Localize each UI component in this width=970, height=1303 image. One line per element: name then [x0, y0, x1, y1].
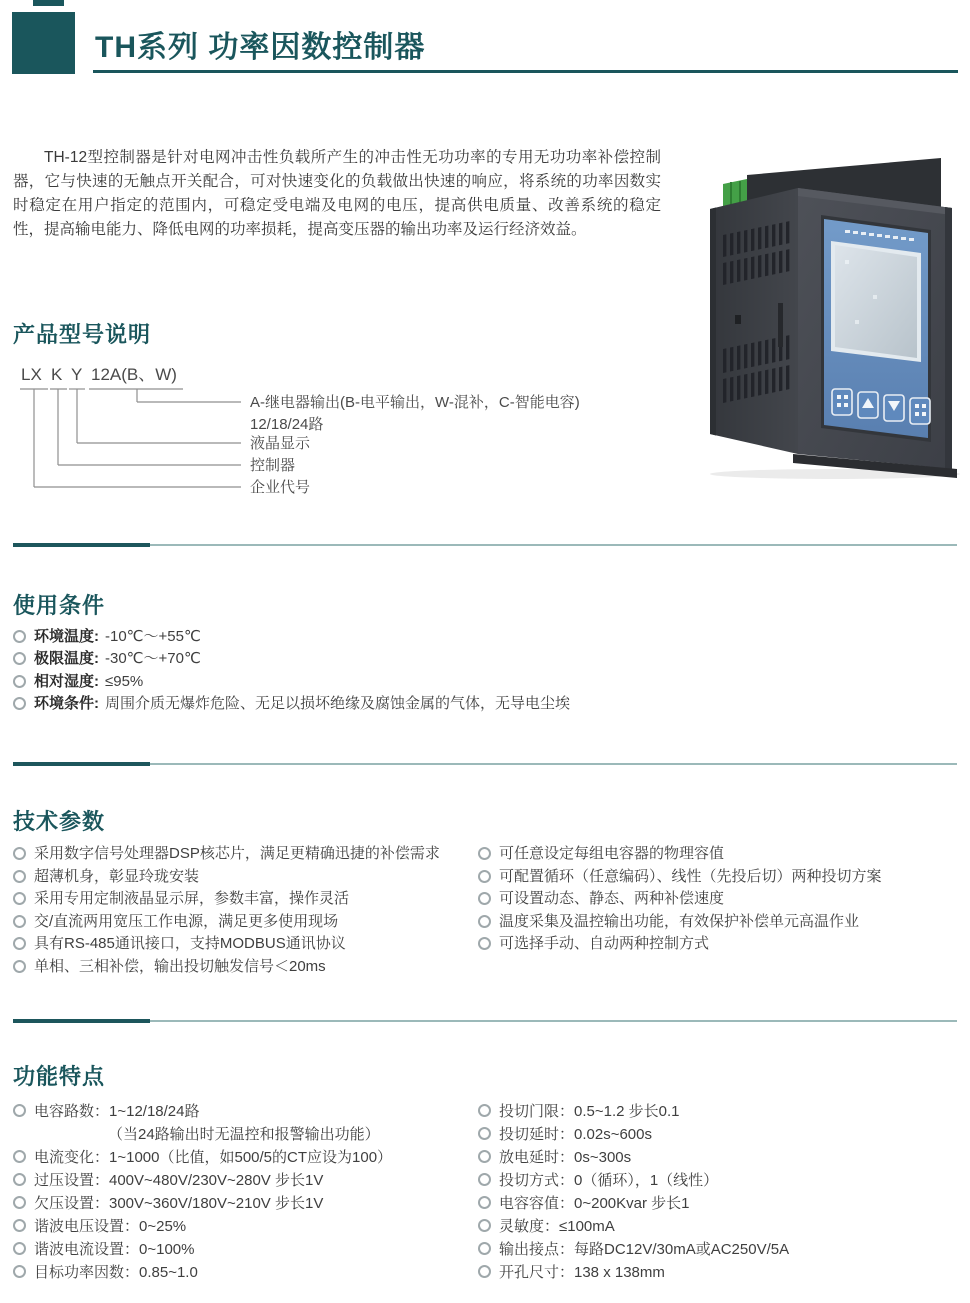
bullet-ring-icon [13, 1150, 26, 1163]
feature-text: 放电延时：0s~300s [499, 1149, 632, 1166]
tech-item [13, 843, 473, 866]
device-side-panel [710, 188, 798, 454]
model-label-company: 企业代号 [250, 479, 311, 496]
bullet-ring-icon [13, 1196, 26, 1209]
feature-text: 欠压设置：300V~360V/180V~210V 步长1V [34, 1195, 324, 1212]
bullet-ring-icon [13, 892, 26, 905]
tech-text: 可选择手动、自动两种控制方式 [499, 935, 710, 953]
tech-text: 可任意设定每组电容器的物理容值 [499, 845, 725, 862]
model-part-lx: LX [21, 365, 42, 384]
condition-label: 极限温度: [34, 650, 99, 668]
tech-text: 可设置动态、静态、两种补偿速度 [499, 890, 725, 908]
button-enter [910, 398, 930, 424]
tech-item [13, 866, 473, 889]
model-part-12a: 12A(B、W) [91, 365, 177, 384]
bullet-ring-icon [478, 1196, 491, 1209]
feature-item [478, 1261, 958, 1284]
feature-item [13, 1100, 473, 1146]
feature-item [13, 1215, 473, 1238]
section-heading-model: 产品型号说明 [13, 322, 152, 347]
model-label-lcd: 液晶显示 [250, 435, 311, 452]
bullet-ring-icon [13, 1219, 26, 1232]
feature-text: 投切门限：0.5~1.2 步长0.1 [499, 1103, 680, 1120]
tech-list-right [478, 843, 958, 956]
bullet-ring-icon [478, 1104, 491, 1117]
bullet-ring-icon [13, 1173, 26, 1186]
condition-value: -30℃～+70℃ [105, 650, 201, 668]
feature-item [13, 1192, 473, 1215]
tech-text: 采用专用定制液晶显示屏，参数丰富，操作灵活 [34, 890, 350, 908]
feature-text: 电容容值：0~200Kvar 步长1 [499, 1195, 690, 1212]
device-faceplate [821, 215, 931, 442]
header-square-decoration [12, 12, 75, 74]
tech-text: 交/直流两用宽压工作电源，满足更多使用现场 [34, 912, 339, 930]
model-part-y: Y [71, 365, 83, 384]
features-list-left [13, 1100, 473, 1284]
bullet-ring-icon [478, 1127, 491, 1140]
bullet-ring-icon [478, 915, 491, 928]
bullet-ring-icon [13, 630, 26, 643]
bullet-ring-icon [13, 697, 26, 710]
section-heading-conditions: 使用条件 [13, 593, 106, 618]
tech-text: 具有RS-485通讯接口，支持MODBUS通讯协议 [34, 935, 346, 953]
model-label-output: A-继电器输出(B-电平输出，W-混补，C-智能电容) [250, 394, 580, 411]
feature-item [478, 1100, 958, 1123]
bullet-ring-icon [13, 1242, 26, 1255]
feature-item [13, 1238, 473, 1261]
button-menu [832, 389, 852, 415]
model-label-routes: 12/18/24路 [250, 416, 324, 433]
model-part-k: K [51, 365, 63, 384]
feature-text: 投切延时：0.02s~600s [499, 1126, 652, 1143]
bullet-ring-icon [13, 847, 26, 860]
condition-label: 相对湿度: [34, 672, 99, 690]
condition-value: ≤95% [105, 672, 144, 690]
bullet-ring-icon [13, 960, 26, 973]
tech-text: 可配置循环（任意编码）、线性（先投后切）两种投切方案 [499, 867, 882, 885]
feature-note: （当24路输出时无温控和报警输出功能） [108, 1126, 380, 1143]
bullet-ring-icon [478, 1265, 491, 1278]
feature-item [13, 1169, 473, 1192]
bullet-ring-icon [478, 1173, 491, 1186]
tech-text: 温度采集及温控输出功能，有效保护补偿单元高温作业 [499, 912, 860, 930]
bullet-ring-icon [13, 915, 26, 928]
feature-text: 谐波电压设置：0~25% [34, 1218, 187, 1235]
condition-value: 周围介质无爆炸危险、无足以损坏绝缘及腐蚀金属的气体，无导电尘埃 [105, 695, 571, 713]
bullet-ring-icon [13, 652, 26, 665]
feature-item [478, 1169, 958, 1192]
bullet-ring-icon [13, 937, 26, 950]
bullet-ring-icon [478, 1219, 491, 1232]
section-heading-tech: 技术参数 [13, 809, 106, 834]
bullet-ring-icon [478, 847, 491, 860]
features-list-right [478, 1100, 958, 1284]
condition-item [13, 671, 943, 693]
feature-text: 电流变化：1~1000（比值，如500/5的CT应设为100） [34, 1149, 393, 1166]
feature-item [478, 1146, 958, 1169]
tech-item [478, 843, 958, 866]
conditions-list [13, 626, 943, 716]
tech-item [13, 956, 473, 979]
tech-item [478, 888, 958, 911]
section-divider [13, 761, 957, 766]
model-label-ctrl: 控制器 [250, 457, 296, 474]
product-photo [695, 145, 965, 480]
section-heading-features: 功能特点 [13, 1064, 106, 1089]
feature-text: 目标功率因数：0.85~1.0 [34, 1264, 198, 1281]
bullet-ring-icon [478, 1150, 491, 1163]
tech-item [478, 911, 958, 934]
page-title: TH系列 功率因数控制器 [95, 31, 426, 64]
tech-text: 单相、三相补偿，输出投切触发信号＜20ms [34, 957, 326, 975]
condition-value: -10℃～+55℃ [105, 628, 201, 645]
feature-text: 投切方式：0（循环），1（线性） [499, 1172, 719, 1189]
condition-item [13, 648, 943, 670]
feature-item [13, 1146, 473, 1169]
condition-label: 环境温度: [34, 628, 99, 645]
bullet-ring-icon [13, 675, 26, 688]
bullet-ring-icon [478, 892, 491, 905]
tech-list-left [13, 843, 473, 979]
tech-item [13, 888, 473, 911]
tech-item [478, 933, 958, 956]
feature-item [478, 1215, 958, 1238]
lcd-screen [831, 241, 921, 362]
bullet-ring-icon [478, 937, 491, 950]
feature-item [478, 1192, 958, 1215]
title-underline [93, 70, 958, 73]
header-notch-decoration [33, 0, 64, 6]
feature-item [478, 1123, 958, 1146]
feature-text: 过压设置：400V~480V/230V~280V 步长1V [34, 1172, 324, 1189]
feature-item [13, 1261, 473, 1284]
feature-text: 谐波电流设置：0~100% [34, 1241, 195, 1258]
condition-label: 环境条件: [34, 695, 99, 713]
section-divider [13, 1018, 957, 1023]
condition-item [13, 693, 943, 715]
bullet-ring-icon [478, 870, 491, 883]
tech-text: 超薄机身，彰显玲珑安装 [34, 867, 200, 885]
feature-item [478, 1238, 958, 1261]
feature-text: 开孔尺寸：138 x 138mm [499, 1264, 665, 1281]
bullet-ring-icon [13, 1265, 26, 1278]
tech-item [13, 933, 473, 956]
tech-item [13, 911, 473, 934]
bullet-ring-icon [478, 1242, 491, 1255]
tech-text: 采用数字信号处理器DSP核芯片，满足更精确迅捷的补偿需求 [34, 845, 440, 862]
feature-text: 电容路数：1~12/18/24路 [34, 1103, 200, 1120]
intro-paragraph: TH-12型控制器是针对电网冲击性负载所产生的冲击性无功功率的专用无功功率补偿控制器，它与快速的无触点开关配合，可对快速变化的负载做出快速的响应，将系统的功率因数实时稳定在用户指定的范围内，可稳定受电端及电网的电压，提高供电质量、改善系统的稳定性，提高输电能力、降低电网的功率损耗，提高变压器的输出功率及运行经济效益。 [13, 149, 661, 238]
section-divider [13, 542, 957, 547]
feature-text: 输出接点：每路DC12V/30mA或AC250V/5A [499, 1241, 790, 1258]
feature-text: 灵敏度：≤100mA [499, 1218, 615, 1235]
bullet-ring-icon [13, 870, 26, 883]
model-code-diagram [13, 362, 663, 504]
bullet-ring-icon [13, 1104, 26, 1117]
condition-item [13, 626, 943, 648]
tech-item [478, 866, 958, 889]
